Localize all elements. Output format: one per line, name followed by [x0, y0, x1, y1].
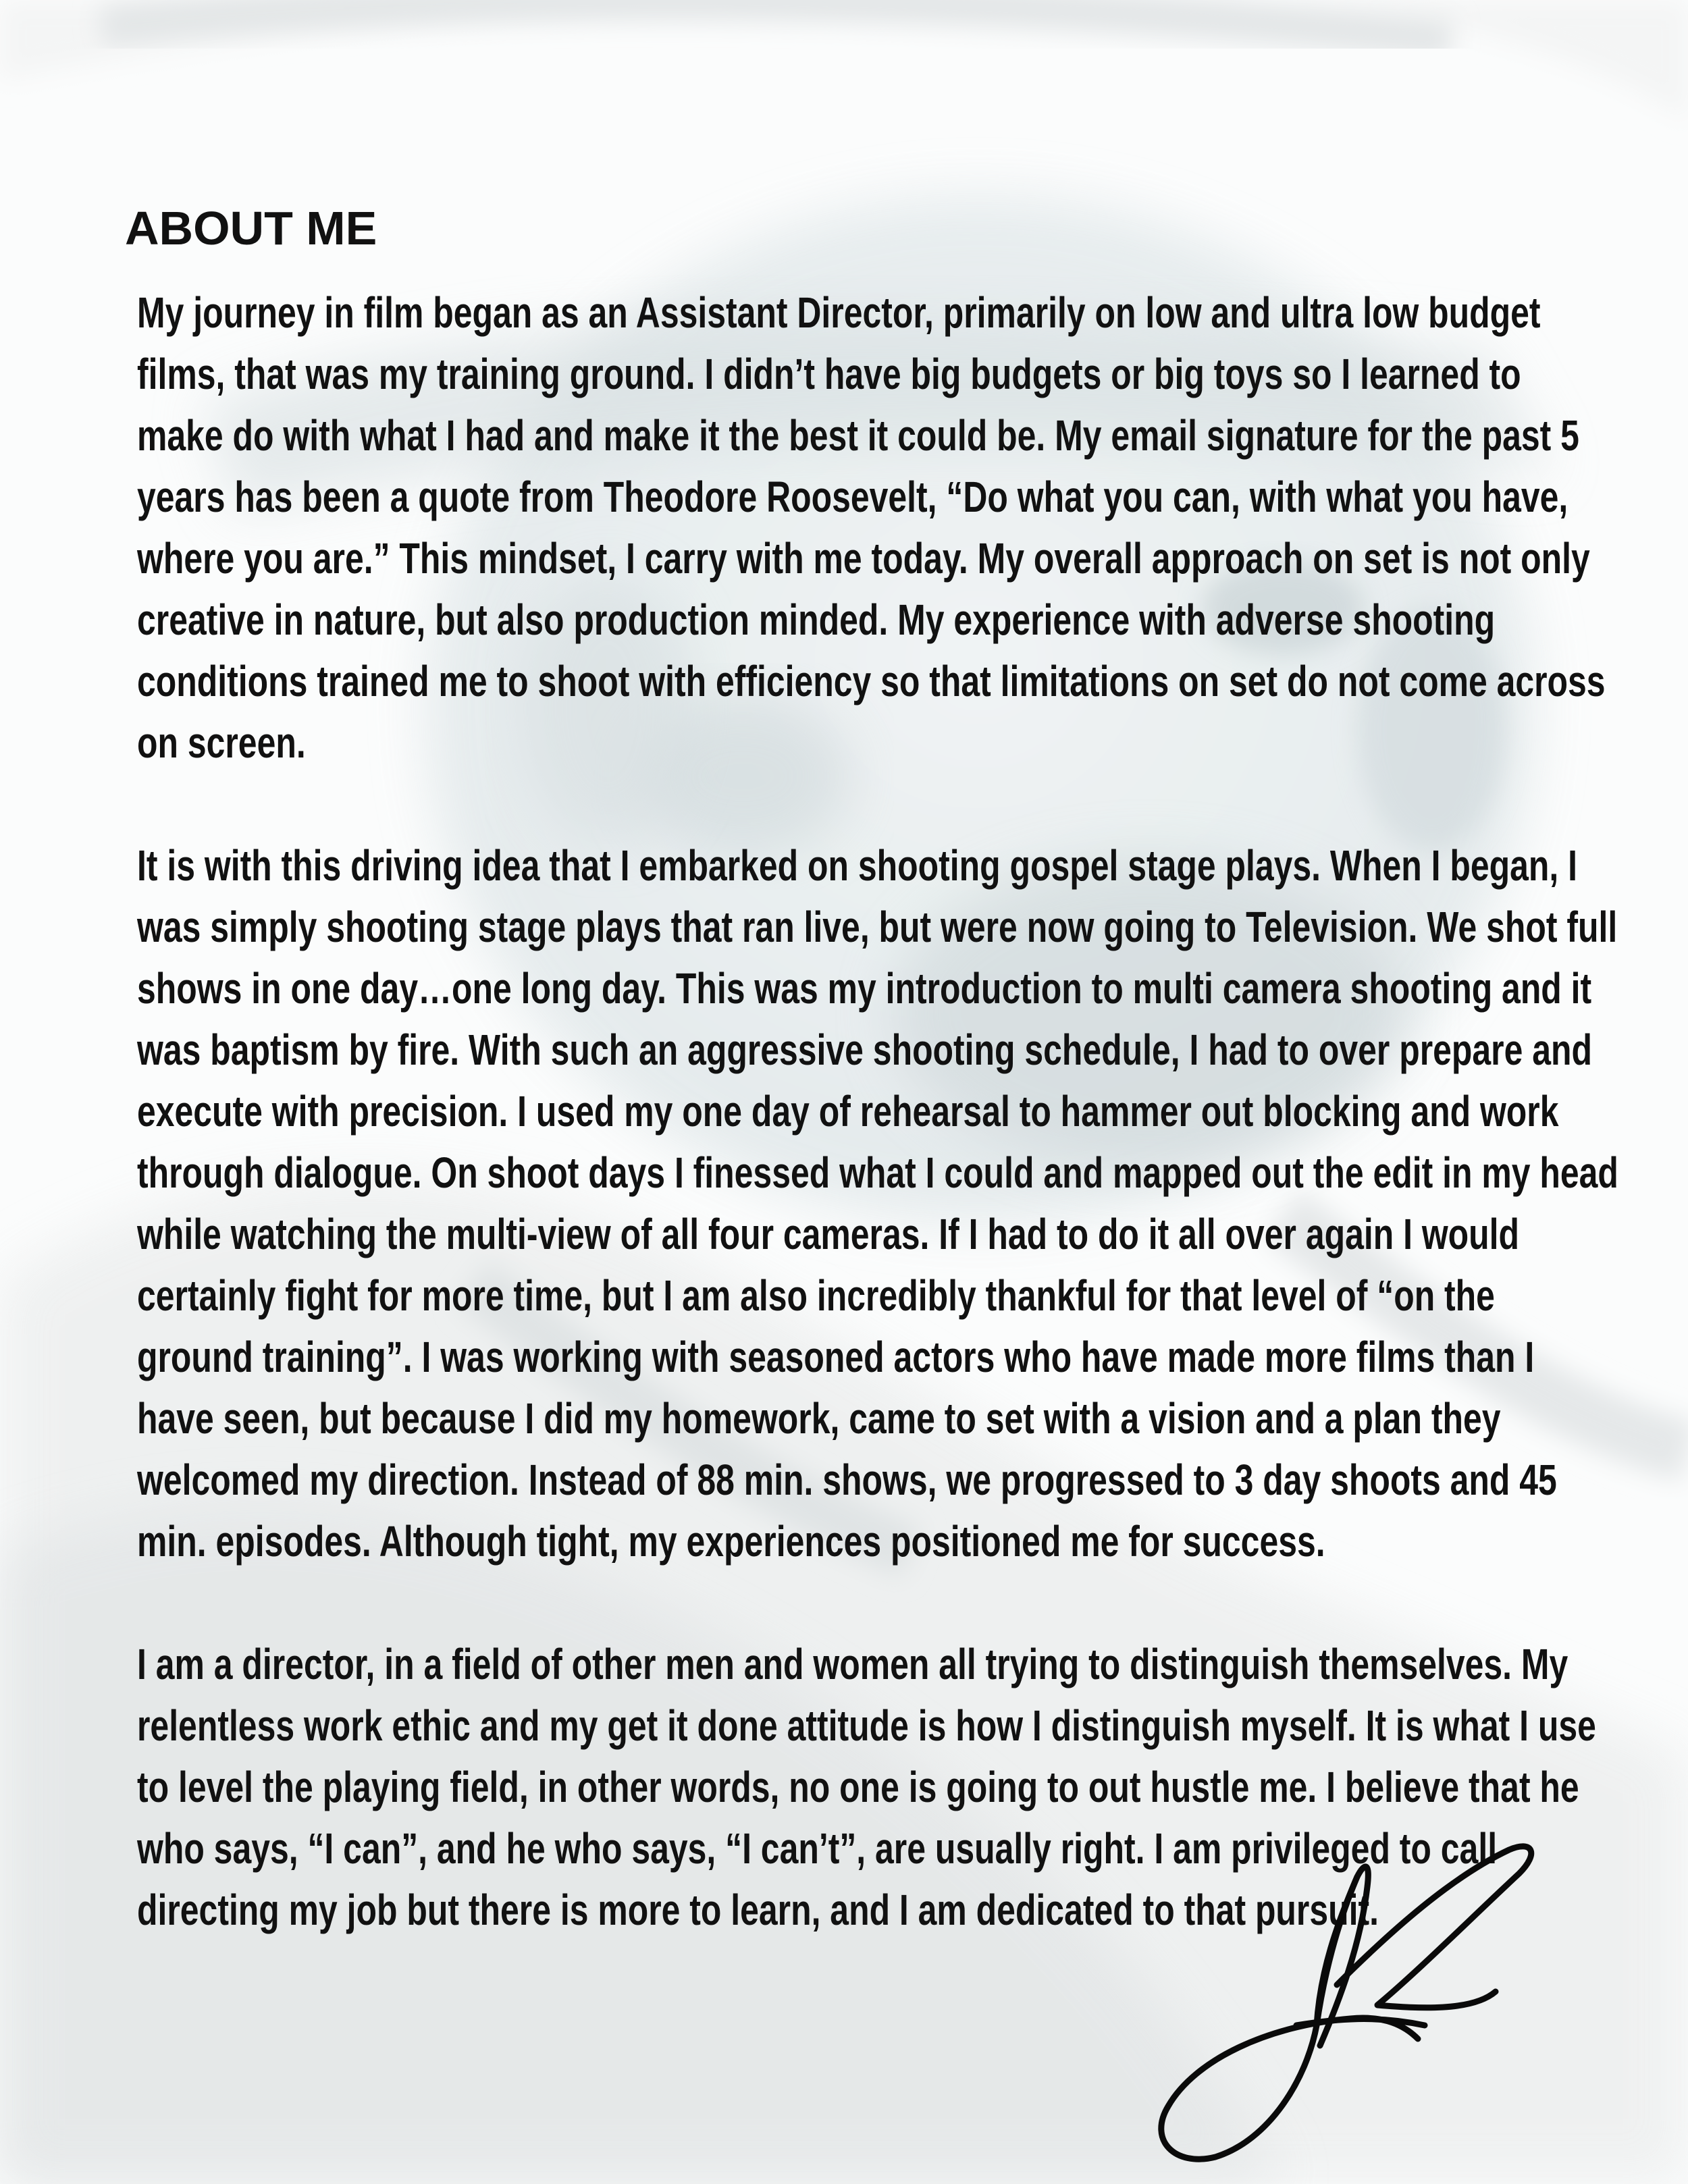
text-line: make do with what I had and make it the best it could be. My email signature for the past 5 [137, 411, 1579, 460]
text-line: who says, “I can”, and he who says, “I can’t”, are usually right. I am privileged to call [137, 1824, 1498, 1873]
text-line: was simply shooting stage plays that ran live, but were now going to Television. We shot full [137, 903, 1618, 951]
text-line: on screen. [137, 718, 306, 767]
text-line: My journey in film began as an Assistant Director, primarily on low and ultra low budget [137, 288, 1541, 337]
text-line: to level the playing field, in other words, no one is going to out hustle me. I believe that he [137, 1763, 1579, 1811]
paragraph-2 [137, 835, 1618, 1572]
paragraph-spacer [137, 774, 1562, 835]
text-line: It is with this driving idea that I embarked on shooting gospel stage plays. When I began, I [137, 841, 1577, 890]
text-line: welcomed my direction. Instead of 88 min. shows, we progressed to 3 day shoots and 45 [137, 1456, 1557, 1504]
text-line: relentless work ethic and my get it done attitude is how I distinguish myself. It is what I use [137, 1701, 1596, 1750]
text-line: creative in nature, but also production minded. My experience with adverse shooting [137, 595, 1496, 644]
handwritten-signature [1134, 1823, 1553, 2174]
text-line: execute with precision. I used my one day of rehearsal to hammer out blocking and work [137, 1087, 1559, 1136]
text-line: certainly fight for more time, but I am also incredibly thankful for that level of “on the [137, 1271, 1495, 1320]
text-line: conditions trained me to shoot with efficiency so that limitations on set do not come across [137, 657, 1606, 705]
page-heading: ABOUT ME [125, 202, 377, 255]
about-me-body [137, 282, 1618, 1941]
text-line: was baptism by fire. With such an aggressive shooting schedule, I had to over prepare and [137, 1026, 1592, 1074]
text-line: through dialogue. On shoot days I finessed what I could and mapped out the edit in my head [137, 1148, 1618, 1197]
paragraph-1 [137, 282, 1606, 774]
paragraph-spacer [137, 1572, 1562, 1634]
text-line: where you are.” This mindset, I carry with me today. My overall approach on set is not only [137, 534, 1590, 583]
text-line: ground training”. I was working with seasoned actors who have made more films than I [137, 1333, 1535, 1381]
text-line: while watching the multi-view of all four cameras. If I had to do it all over again I would [137, 1210, 1520, 1258]
text-line: shows in one day…one long day. This was my introduction to multi camera shooting and it [137, 964, 1592, 1013]
text-line: films, that was my training ground. I didn’t have big budgets or big toys so I learned to [137, 350, 1521, 398]
text-line: directing my job but there is more to learn, and I am dedicated to that pursuit. [137, 1886, 1379, 1934]
text-line: I am a director, in a field of other men and women all trying to distinguish themselves. My [137, 1640, 1568, 1688]
text-line: min. episodes. Although tight, my experiences positioned me for success. [137, 1517, 1325, 1566]
text-line: have seen, but because I did my homework, came to set with a vision and a plan they [137, 1394, 1501, 1443]
text-line: years has been a quote from Theodore Roosevelt, “Do what you can, with what you have, [137, 473, 1568, 521]
